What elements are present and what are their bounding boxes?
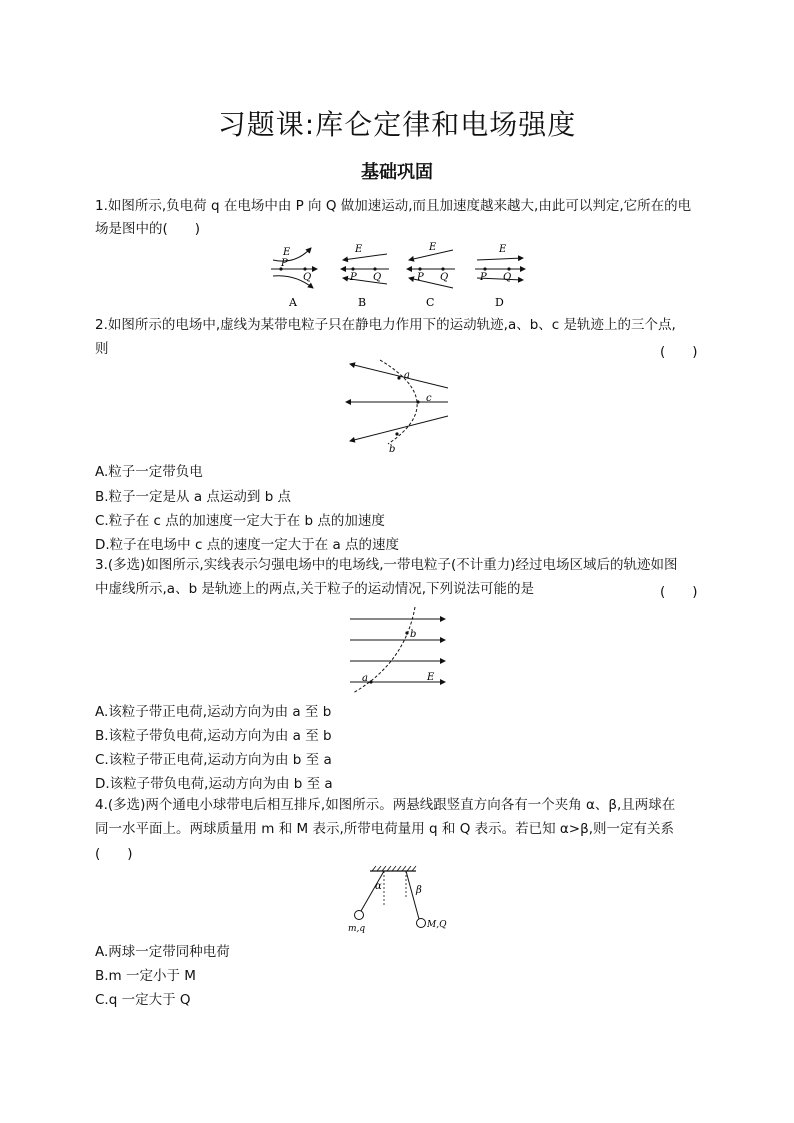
q3-field-e-label: E [427, 672, 435, 683]
q1-a-label-p: P [281, 258, 288, 269]
q2-answer-blank: ( ) [660, 344, 698, 360]
q1-option-label-d: D [495, 296, 504, 309]
q1-c-label-p: P [417, 272, 424, 283]
q3-option-d: D.该粒子带负电荷,运动方向为由 b 至 a [95, 776, 333, 792]
q3-point-a-label: a [362, 673, 368, 684]
page-title: 习题课:库仑定律和电场强度 [217, 108, 577, 141]
q1-c-label-q: Q [440, 272, 449, 283]
q4-stem-line3: ( ) [95, 846, 133, 862]
q2-stem-line2: 则 [95, 341, 109, 357]
q1-field-b [341, 244, 389, 309]
q1-b-label-e: E [355, 244, 363, 255]
q2-option-d: D.粒子在电场中 c 点的速度一定大于在 a 点的速度 [95, 537, 400, 553]
q1-d-label-p: P [480, 272, 487, 283]
q4-option-b: B.m 一定小于 M [95, 968, 196, 984]
q3-stem-line1: 3.(多选)如图所示,实线表示匀强电场中的电场线,一带电粒子(不计重力)经过电场区域后的轨迹如图 [95, 557, 678, 573]
q4-stem-line1: 4.(多选)两个通电小球带电后相互排斥,如图所示。两悬线跟竖直方向各有一个夹角 α、β,且两球在 [95, 797, 676, 813]
q3-point-b-label: b [410, 629, 417, 640]
q4-stem-line2: 同一水平面上。两球质量用 m 和 M 表示,所带电荷量用 q 和 Q 表示。若已知 α>β,则一定有关系 [95, 821, 675, 837]
q4-beta-label: β [416, 885, 422, 896]
q1-option-label-b: B [358, 296, 367, 309]
q1-a-label-q: Q [303, 272, 312, 283]
q1-b-label-p: P [350, 272, 357, 283]
q3-stem-line2: 中虚线所示,a、b 是轨迹上的两点,关于粒子的运动情况,下列说法可能的是 [95, 581, 535, 597]
q3-option-b: B.该粒子带负电荷,运动方向为由 a 至 b [95, 728, 332, 744]
q2-option-c: C.粒子在 c 点的加速度一定大于在 b 点的加速度 [95, 513, 385, 529]
q3-figure [345, 605, 455, 695]
q4-option-c: C.q 一定大于 Q [95, 992, 191, 1008]
q2-option-b: B.粒子一定是从 a 点运动到 b 点 [95, 489, 292, 505]
q1-field-d [475, 244, 525, 309]
q4-figure [340, 865, 450, 935]
q4-right-ball-label: M,Q [427, 920, 447, 930]
q4-left-ball-label: m,q [348, 924, 366, 934]
q3-option-a: A.该粒子带正电荷,运动方向为由 a 至 b [95, 704, 332, 720]
q2-point-c-label: c [426, 393, 432, 404]
q1-d-label-q: Q [503, 272, 512, 283]
q1-stem-line1: 1.如图所示,负电荷 q 在电场中由 P 向 Q 做加速运动,而且加速度越来越大,由此可以判定,它所在的电 [95, 198, 692, 214]
q2-point-a-label: a [404, 370, 410, 381]
q1-field-a [271, 247, 317, 309]
q1-a-label-e: E [283, 247, 291, 258]
q2-figure [340, 356, 455, 456]
q4-option-a: A.两球一定带同种电荷 [95, 944, 230, 960]
q3-option-c: C.该粒子带正电荷,运动方向为由 b 至 a [95, 752, 332, 768]
section-heading: 基础巩固 [361, 162, 433, 183]
q4-alpha-label: α [375, 881, 382, 892]
q1-stem-line2: 场是图中的( ) [95, 221, 201, 237]
q1-d-label-e: E [499, 244, 507, 255]
q3-answer-blank: ( ) [660, 584, 698, 600]
q1-option-label-c: C [426, 296, 435, 309]
q2-point-b-label: b [389, 444, 396, 455]
q1-c-label-e: E [429, 242, 437, 253]
q1-b-label-q: Q [373, 272, 382, 283]
q1-figure [265, 240, 535, 312]
q2-option-a: A.粒子一定带负电 [95, 464, 203, 480]
q2-stem-line1: 2.如图所示的电场中,虚线为某带电粒子只在静电力作用下的运动轨迹,a、b、c 是轨迹上的三个点, [95, 317, 676, 333]
q1-field-c [407, 242, 455, 309]
q1-option-label-a: A [289, 296, 297, 309]
